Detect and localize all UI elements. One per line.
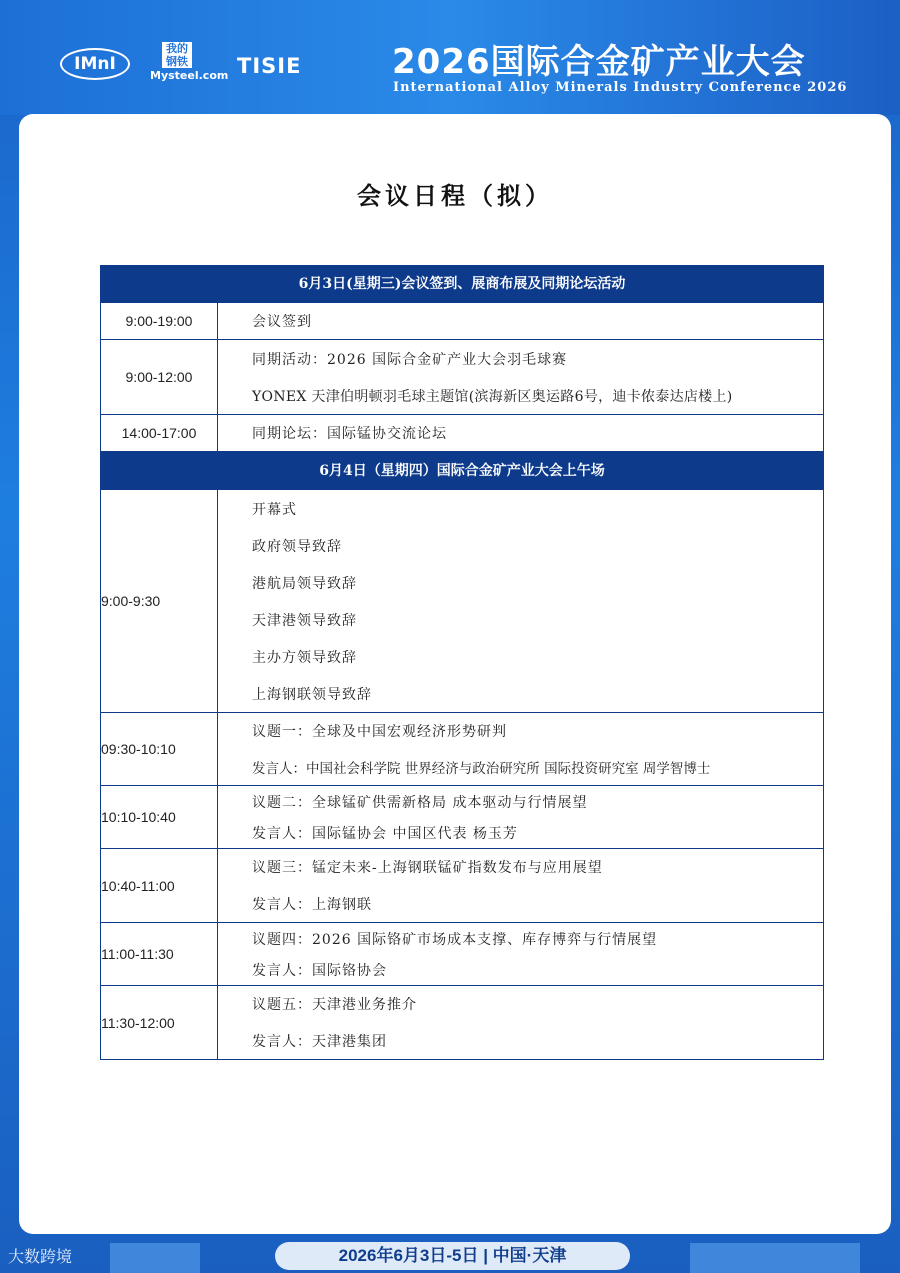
conference-subtitle: International Alloy Minerals Industry Conference 2026	[393, 80, 848, 95]
table-row	[100, 713, 824, 786]
time-cell: 09:30-10:10	[101, 713, 218, 785]
agenda-item: 发言人：天津港集团	[252, 1033, 387, 1050]
time-cell: 11:30-12:00	[101, 986, 218, 1059]
mysteel-logo-en: Mysteel.com	[150, 69, 229, 82]
time-cell: 14:00-17:00	[101, 415, 218, 451]
agenda-item: 发言人：中国社会科学院 世界经济与政治研究所 国际投资研究室 周学智博士	[252, 761, 711, 777]
table-row	[100, 786, 824, 849]
agenda-item: 港航局领导致辞	[252, 575, 357, 592]
time-cell: 11:00-11:30	[101, 923, 218, 985]
agenda-item: 同期活动：2026 国际合金矿产业大会羽毛球赛	[252, 351, 568, 368]
event-date-location: 2026年6月3日-5日 | 中国·天津	[275, 1242, 630, 1270]
schedule-table	[100, 265, 824, 1060]
agenda-item: 发言人：国际锰协会 中国区代表 杨玉芳	[252, 825, 518, 842]
table-row	[100, 490, 824, 713]
agenda-item: YONEX 天津伯明顿羽毛球主题馆(滨海新区奥运路6号，迪卡侬泰达店楼上)	[252, 388, 733, 405]
table-row	[100, 849, 824, 923]
page-title: 会议日程（拟）	[357, 181, 553, 210]
agenda-item: 议题三：锰定未来-上海钢联锰矿指数发布与应用展望	[252, 860, 603, 877]
time-cell: 10:40-11:00	[101, 849, 218, 922]
table-row	[100, 923, 824, 986]
conference-title: 2026国际合金矿产业大会	[392, 42, 806, 82]
tisie-logo: TISIE	[237, 54, 302, 78]
agenda-item: 议题二：全球锰矿供需新格局 成本驱动与行情展望	[252, 794, 588, 811]
agenda-item: 天津港领导致辞	[252, 612, 357, 629]
day1-header: 6月3日(星期三)会议签到、展商布展及同期论坛活动	[100, 265, 824, 303]
conference-header	[0, 0, 900, 115]
agenda-item: 政府领导致辞	[252, 538, 342, 555]
watermark: 大数跨境	[8, 1249, 73, 1266]
table-row	[100, 986, 824, 1060]
agenda-item: 主办方领导致辞	[252, 649, 357, 666]
time-cell: 9:00-12:00	[101, 340, 218, 414]
skyline-decoration	[110, 1243, 200, 1273]
agenda-item: 议题一：全球及中国宏观经济形势研判	[252, 724, 507, 740]
agenda-item: 发言人：国际铬协会	[252, 962, 387, 979]
schedule-card	[19, 114, 891, 1234]
mysteel-logo	[150, 42, 229, 82]
skyline-decoration	[690, 1243, 860, 1273]
mysteel-logo-cn: 我的钢铁	[162, 42, 192, 68]
time-cell: 9:00-9:30	[101, 490, 218, 712]
imni-logo: IMnI	[60, 48, 130, 80]
agenda-item: 开幕式	[252, 501, 297, 518]
time-cell: 10:10-10:40	[101, 786, 218, 848]
agenda-item: 发言人：上海钢联	[252, 896, 372, 913]
table-row	[100, 303, 824, 340]
agenda-item: 议题四：2026 国际铬矿市场成本支撑、库存博弈与行情展望	[252, 931, 658, 948]
time-cell: 9:00-19:00	[101, 303, 218, 339]
agenda-item: 会议签到	[252, 314, 312, 330]
agenda-item: 议题五：天津港业务推介	[252, 997, 417, 1014]
agenda-item: 同期论坛：国际锰协交流论坛	[252, 426, 447, 442]
agenda-item: 上海钢联领导致辞	[252, 686, 372, 703]
table-row	[100, 340, 824, 415]
table-row	[100, 415, 824, 452]
day2-header: 6月4日（星期四）国际合金矿产业大会上午场	[100, 452, 824, 490]
